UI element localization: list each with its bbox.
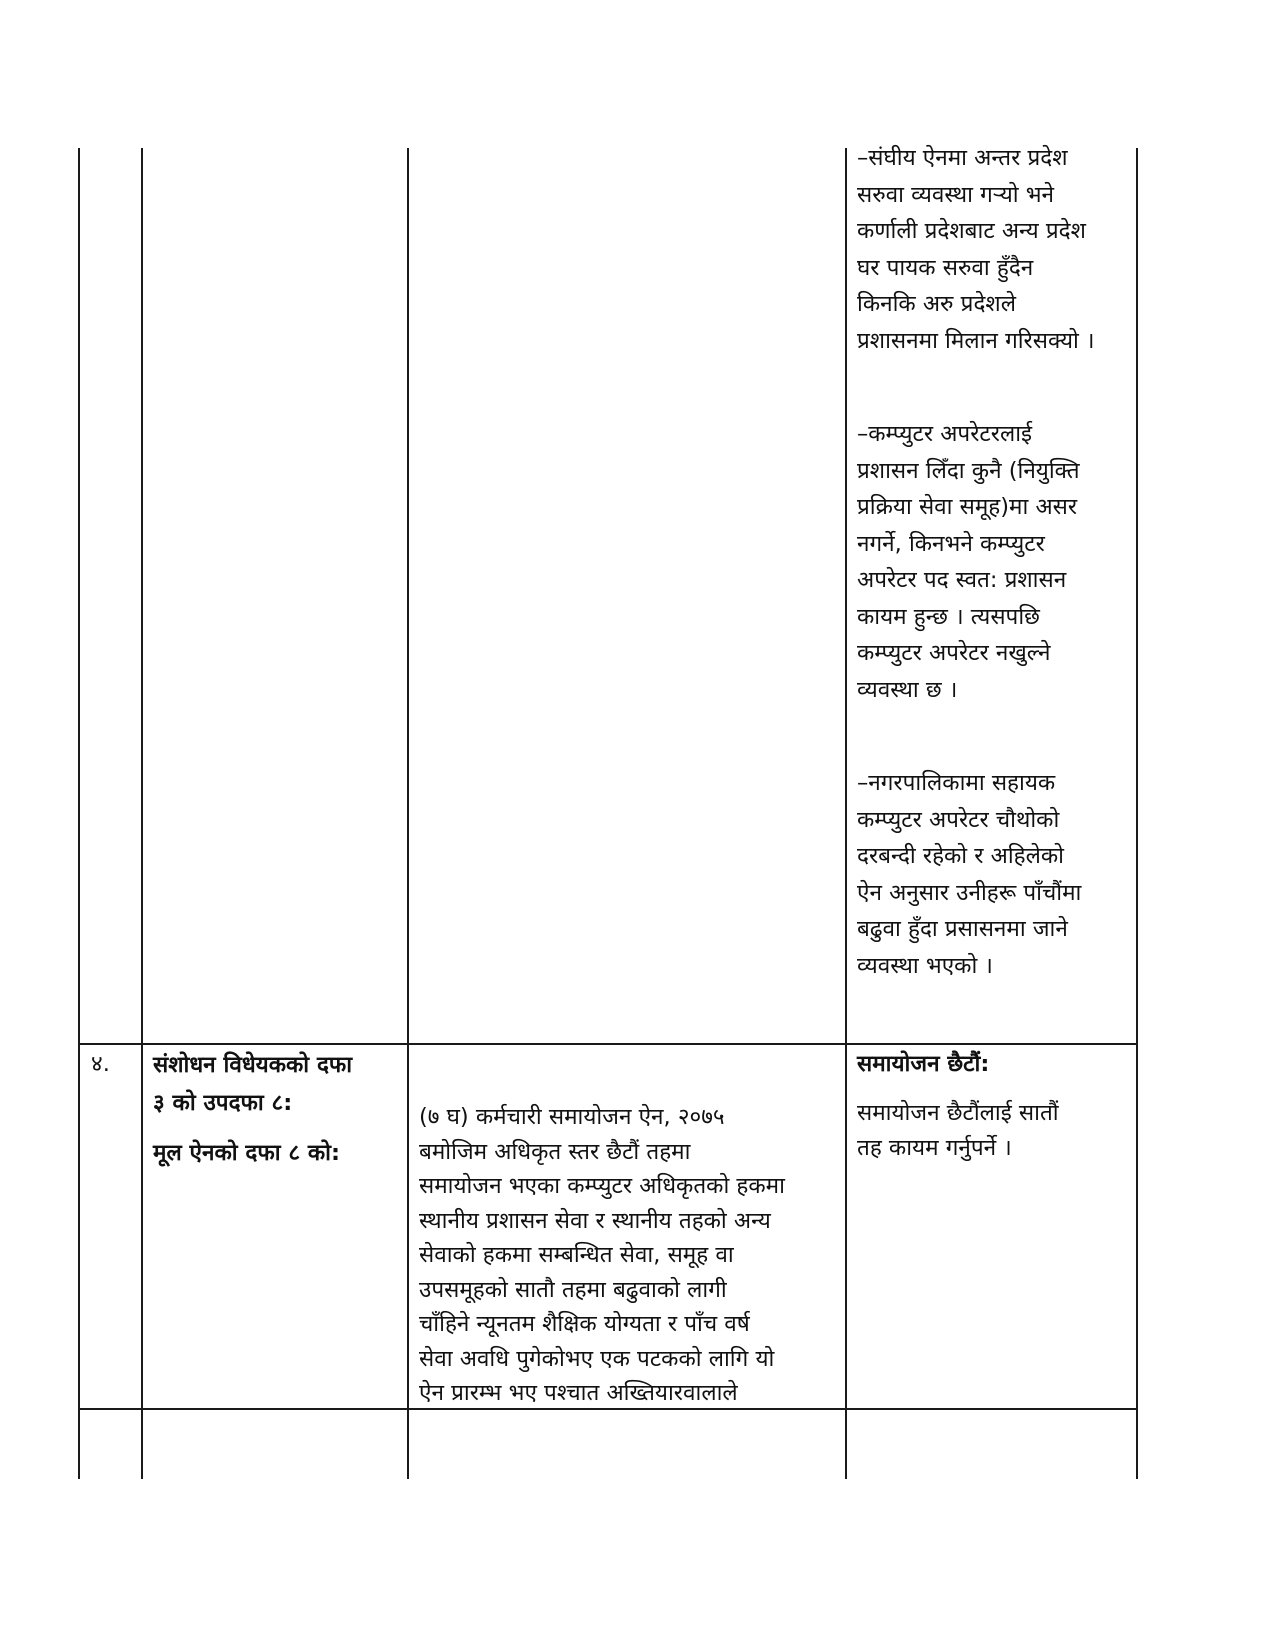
amendment-line: ३ को उपदफा ८:: [153, 1090, 293, 1116]
amendment-line: मूल ऐनको दफा ८ को:: [153, 1140, 341, 1166]
provision-line: उपसमूहको सातौ तहमा बढुवाको लागी: [419, 1276, 727, 1303]
note-text: [857, 1096, 1059, 1165]
note-line: –नगरपालिकामा सहायक: [857, 770, 1056, 796]
comparison-table: [78, 145, 1196, 1479]
note-line: बढुवा हुँदा प्रसासनमा जाने: [857, 916, 1068, 942]
note-line: ऐन अनुसार उनीहरू पाँचौंमा: [857, 879, 1082, 906]
note-line: कम्प्युटर अपरेटर चौथोको: [857, 806, 1060, 833]
note-line: सरुवा व्यवस्था गऱ्यो भने: [857, 181, 1055, 208]
amendment-reference: [153, 1046, 352, 1172]
note-heading: समायोजन छैटौं:: [857, 1051, 990, 1077]
provision-line: सेवा अवधि पुगेकोभए एक पटकको लागि यो: [419, 1345, 775, 1372]
provision-line: ऐन प्रारम्भ भए पश्चात अख्तियारवालाले: [419, 1380, 738, 1406]
column-divider-3: [845, 148, 847, 1479]
provision-text: [419, 1100, 785, 1411]
note-block-2: [857, 416, 1080, 708]
note-line: किनकि अरु प्रदेशले: [857, 291, 1016, 317]
note-line: घर पायक सरुवा हुँदैन: [857, 254, 1034, 281]
note-line: तह कायम गर्नुपर्ने ।: [857, 1134, 1012, 1161]
table-border-right: [1136, 148, 1138, 1479]
column-divider-2: [407, 148, 409, 1479]
provision-line: सेवाको हकमा सम्बन्धित सेवा, समूह वा: [419, 1242, 734, 1268]
provision-line: चाँहिने न्यूनतम शैक्षिक योग्यता र पाँच वर्ष: [419, 1311, 750, 1337]
amendment-line: संशोधन विधेयकको दफा: [153, 1052, 353, 1078]
row-serial-number: ४.: [91, 1051, 110, 1077]
note-line: –संघीय ऐनमा अन्तर प्रदेश: [857, 145, 1068, 171]
note-line: अपरेटर पद स्वत: प्रशासन: [857, 567, 1067, 593]
note-line: प्रशासन लिँदा कुनै (नियुक्ति: [857, 457, 1080, 484]
note-line: व्यवस्था छ ।: [857, 676, 958, 703]
note-line: कर्णाली प्रदेशबाट अन्य प्रदेश: [857, 218, 1086, 244]
provision-line: (७ घ) कर्मचारी समायोजन ऐन, २०७५: [419, 1104, 725, 1130]
provision-line: स्थानीय प्रशासन सेवा र स्थानीय तहको अन्य: [419, 1207, 771, 1234]
note-line: कम्प्युटर अपरेटर नखुल्ने: [857, 640, 1051, 666]
note-block-1: [857, 140, 1095, 359]
note-line: समायोजन छैटौंलाई सातौं: [857, 1100, 1059, 1126]
note-block-3: [857, 765, 1081, 984]
note-line: –कम्प्युटर अपरेटरलाई: [857, 421, 1033, 447]
table-border-left: [78, 148, 80, 1479]
note-line: नगर्ने, किनभने कम्प्युटर: [857, 530, 1045, 557]
column-divider-1: [141, 148, 143, 1479]
provision-line: बमोजिम अधिकृत स्तर छैटौं तहमा: [419, 1138, 691, 1165]
note-line: कायम हुन्छ । त्यसपछि: [857, 603, 1040, 630]
provision-line: समायोजन भएका कम्प्युटर अधिकृतको हकमा: [419, 1173, 785, 1199]
note-line: व्यवस्था भएको ।: [857, 952, 993, 979]
note-line: प्रक्रिया सेवा समूह)मा असर: [857, 494, 1078, 520]
note-line: प्रशासनमा मिलान गरिसक्यो ।: [857, 327, 1095, 354]
note-line: दरबन्दी रहेको र अहिलेको: [857, 843, 1064, 869]
row-divider: [78, 1043, 1138, 1045]
